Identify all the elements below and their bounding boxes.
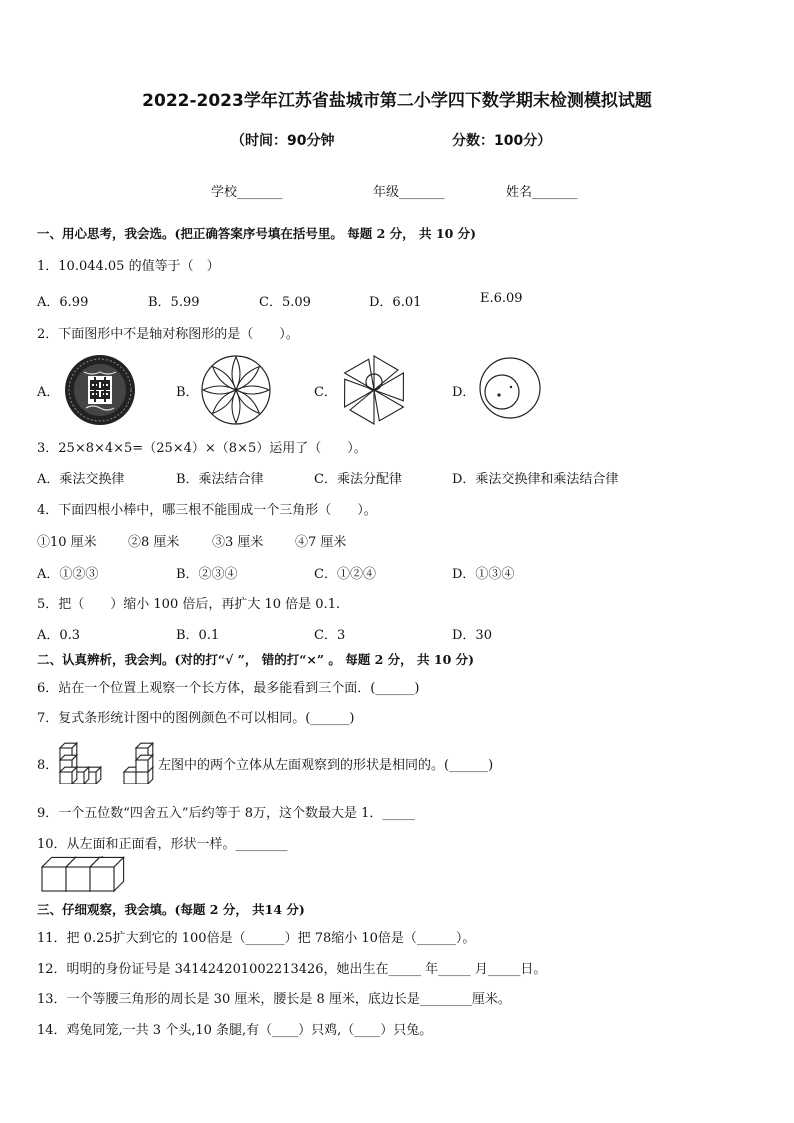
question-12: 12．明明的身份证号是 341424201002213426，她出生在_____ 年_____ 月_____日。 bbox=[37, 962, 547, 977]
q5-option-c: C．3 bbox=[314, 628, 346, 643]
question-8-number: 8． bbox=[37, 758, 59, 773]
nested-circles-figure bbox=[478, 356, 542, 420]
pinwheel-blade bbox=[345, 352, 386, 390]
flower-petal bbox=[232, 357, 240, 390]
section3-heading: 三、仔细观察，我会填。(每题 2 分， 共14 分) bbox=[37, 902, 305, 917]
question-9: 9．一个五位数“四舍五入”后约等于 8万，这个数最大是 1．_____ bbox=[37, 806, 415, 821]
pinwheel-blade bbox=[374, 356, 398, 390]
q2-label-c: C． bbox=[314, 385, 337, 400]
cube bbox=[90, 857, 124, 891]
question-7: 7．复式条形统计图中的图例颜色不可以相同。(______) bbox=[37, 711, 355, 726]
q4-option-a: A．①②③ bbox=[37, 567, 99, 582]
q1-option-d: D．6.01 bbox=[369, 295, 422, 310]
exam-time: （时间：90分钟 bbox=[231, 133, 335, 149]
q2-label-b: B． bbox=[176, 385, 199, 400]
section1-heading: 一、用心思考，我会选。(把正确答案序号填在括号里。 每题 2 分， 共 10 分) bbox=[37, 226, 477, 241]
q4-option-c: C．①②④ bbox=[314, 567, 376, 582]
question-10: 10．从左面和正面看，形状一样。________ bbox=[37, 837, 288, 852]
question-6: 6．站在一个位置上观察一个长方体，最多能看到三个面．(______) bbox=[37, 681, 420, 696]
cube bbox=[60, 767, 77, 784]
q4-stick-1: ①10 厘米 bbox=[37, 535, 97, 550]
q4-stick-2: ②8 厘米 bbox=[128, 535, 180, 550]
q1-option-b: B．5.99 bbox=[148, 295, 200, 310]
cube-stack-figures bbox=[58, 740, 162, 784]
flower-petal bbox=[233, 364, 262, 393]
q1-option-a: A．6.99 bbox=[37, 295, 89, 310]
section2-heading: 二、认真辨析，我会判。(对的打“√ ”， 错的打“×” 。 每题 2 分， 共 10 分) bbox=[37, 652, 475, 667]
question-14: 14．鸡兔同笼,一共 3 个头,10 条腿,有（____）只鸡,（____）只兔。 bbox=[37, 1023, 433, 1038]
q5-option-b: B．0.1 bbox=[176, 628, 220, 643]
q4-stick-4: ④7 厘米 bbox=[295, 535, 347, 550]
q3-option-b: B．乘法结合律 bbox=[176, 472, 264, 487]
flower-petal bbox=[210, 364, 239, 393]
q5-option-d: D．30 bbox=[452, 628, 492, 643]
question-3: 3．25×8×4×5=（25×4）×（8×5）运用了（ ）。 bbox=[37, 441, 367, 456]
exam-score: 分数：100分） bbox=[452, 133, 552, 149]
question-8: 左图中的两个立体从左面观察到的形状是相同的。(______) bbox=[158, 758, 494, 773]
q3-option-a: A．乘法交换律 bbox=[37, 472, 125, 487]
question-1: 1．10.044.05 的值等于（ ） bbox=[37, 259, 220, 274]
flower-petal bbox=[203, 386, 236, 394]
flower-petal bbox=[236, 386, 269, 394]
cube bbox=[136, 755, 153, 772]
pinwheel-blade bbox=[374, 373, 412, 411]
school-field[interactable]: 学校_______ bbox=[211, 185, 283, 200]
q3-option-c: C．乘法分配律 bbox=[314, 472, 402, 487]
q2-label-d: D． bbox=[452, 385, 476, 400]
q1-option-c: C．5.09 bbox=[259, 295, 311, 310]
question-11: 11．把 0.25扩大到它的 100倍是（______）把 78缩小 10倍是（______）。 bbox=[37, 931, 476, 946]
page-title: 2022-2023学年江苏省盐城市第二小学四下数学期末检测模拟试题 bbox=[142, 91, 652, 111]
q2-label-a: A． bbox=[37, 385, 60, 400]
flower-circle-figure bbox=[200, 354, 272, 426]
pinwheel-blade bbox=[336, 369, 374, 407]
q3-option-d: D．乘法交换律和乘法结合律 bbox=[452, 472, 619, 487]
flower-petal bbox=[233, 387, 262, 416]
grade-field[interactable]: 年级_______ bbox=[373, 185, 445, 200]
q4-option-d: D．①③④ bbox=[452, 567, 515, 582]
question-4: 4．下面四根小棒中，哪三根不能围成一个三角形（ ）。 bbox=[37, 503, 377, 518]
question-5: 5．把（ ）缩小 100 倍后，再扩大 10 倍是 0.1. bbox=[37, 597, 341, 612]
flower-petal bbox=[210, 387, 239, 416]
pinwheel-blade bbox=[350, 390, 374, 424]
q4-stick-3: ③3 厘米 bbox=[212, 535, 264, 550]
q5-option-a: A．0.3 bbox=[37, 628, 81, 643]
cube-row-figure bbox=[40, 855, 130, 895]
name-field[interactable]: 姓名_______ bbox=[506, 185, 578, 200]
flower-petal bbox=[232, 390, 240, 423]
question-13: 13．一个等腰三角形的周长是 30 厘米，腰长是 8 厘米，底边长是________厘米。 bbox=[37, 992, 511, 1007]
q1-option-e: E.6.09 bbox=[480, 291, 523, 306]
pinwheel-figure bbox=[336, 352, 412, 428]
question-2: 2．下面图形中不是轴对称图形的是（ ）。 bbox=[37, 327, 299, 342]
q4-option-b: B．②③④ bbox=[176, 567, 238, 582]
double-happiness-figure bbox=[64, 354, 136, 426]
pinwheel-blade bbox=[362, 390, 403, 428]
